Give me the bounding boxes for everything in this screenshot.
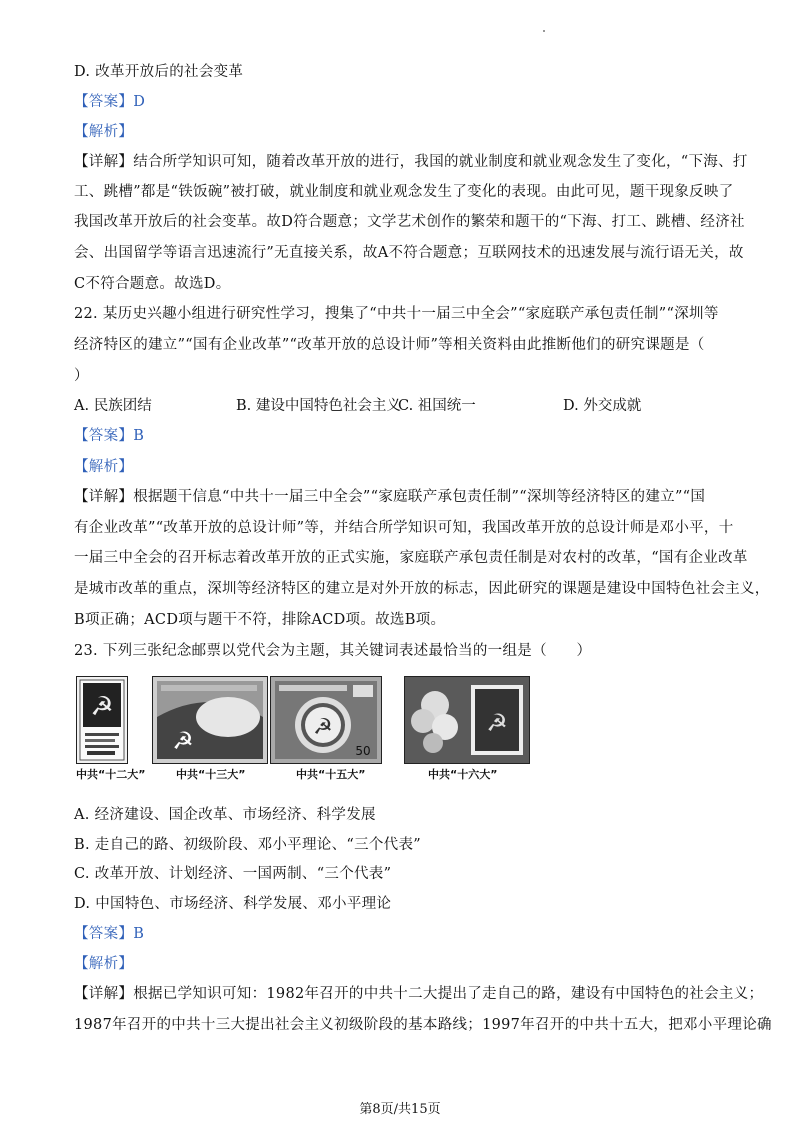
svg-text:☭: ☭: [172, 727, 194, 755]
stamp-13th-congress: [152, 676, 268, 764]
q22-option-c: C. 祖国统一: [398, 398, 476, 414]
stamp-16th-congress: [404, 676, 530, 764]
question-22-stem: 经济特区的建立”“国有企业改革”“改革开放的总设计师”等相关资料由此推断他们的研究课题是（: [74, 337, 705, 353]
page-footer: 第8页/共15页: [359, 1102, 441, 1117]
q22-option-b: B. 建设中国特色社会主义: [236, 398, 401, 414]
explanation-line: 【详解】根据题干信息“中共十一届三中全会”“家庭联产承包责任制”“深圳等经济特区的建立”“国: [74, 489, 706, 505]
stamp-caption: 中共“十三大”: [176, 768, 246, 781]
q23-option-d: D. 中国特色、市场经济、科学发展、邓小平理论: [74, 896, 392, 912]
explanation-line: 1987年召开的中共十三大提出社会主义初级阶段的基本路线；1997年召开的中共十五大，把邓小平理论确: [74, 1017, 772, 1033]
stamp-15th-congress: [270, 676, 382, 764]
analysis-label: 【解析】: [74, 459, 134, 475]
explanation-line: 有企业改革”“改革开放的总设计师”等，并结合所学知识可知，我国改革开放的总设计师是邓小平，十: [74, 520, 734, 536]
analysis-label: 【解析】: [74, 124, 134, 140]
analysis-label: 【解析】: [74, 956, 134, 972]
answer-label: 【答案】B: [74, 428, 145, 444]
explanation-line: 我国改革开放后的社会变革。故D符合题意；文学艺术创作的繁荣和题干的“下海、打工、跳槽、经济社: [74, 214, 745, 230]
svg-text:☭: ☭: [486, 709, 508, 737]
explanation-line: 会、出国留学等语言迅速流行”无直接关系，故A不符合题意；互联网技术的迅速发展与流行语无关，故: [74, 245, 744, 261]
explanation-line: 一届三中全会的召开标志着改革开放的正式实施，家庭联产承包责任制是对农村的改革，“国有企业改革: [74, 550, 748, 566]
question-22-stem: ）: [74, 368, 89, 384]
stamp-caption: 中共“十六大”: [428, 768, 498, 781]
explanation-line: 是城市改革的重点，深圳等经济特区的建立是对外开放的标志，因此研究的课题是建设中国特色社会主义，: [74, 581, 770, 597]
q22-option-d: D. 外交成就: [563, 398, 642, 414]
scan-dot: [543, 30, 545, 32]
svg-text:☭: ☭: [313, 715, 333, 740]
q23-option-a: A. 经济建设、国企改革、市场经济、科学发展: [74, 807, 376, 823]
explanation-line: 【详解】根据已学知识可知：1982年召开的中共十二大提出了走自己的路，建设有中国特色的社会主义；: [74, 986, 764, 1002]
svg-text:☭: ☭: [90, 692, 114, 722]
stamp-caption: 中共“十五大”: [296, 768, 366, 781]
question-23-stem: 23. 下列三张纪念邮票以党代会为主题，其关键词表述最恰当的一组是（ ）: [74, 643, 592, 659]
stamp-12th-congress: [76, 676, 128, 764]
explanation-line: 【详解】结合所学知识可知，随着改革开放的进行，我国的就业制度和就业观念发生了变化，“下海、打: [74, 154, 748, 170]
answer-label: 【答案】D: [74, 94, 146, 110]
answer-label: 【答案】B: [74, 926, 145, 942]
q23-option-b: B. 走自己的路、初级阶段、邓小平理论、“三个代表”: [74, 837, 421, 853]
explanation-line: C不符合题意。故选D。: [74, 276, 231, 292]
explanation-line: B项正确；ACD项与题干不符，排除ACD项。故选B项。: [74, 612, 446, 628]
q23-option-c: C. 改革开放、计划经济、一国两制、“三个代表”: [74, 866, 392, 882]
explanation-line: 工、跳槽”都是“铁饭碗”被打破，就业制度和就业观念发生了变化的表现。由此可见，题干现象反映了: [74, 184, 734, 200]
stamp-value: 50: [355, 744, 371, 758]
stamp-caption: 中共“十二大”: [76, 768, 146, 781]
q22-option-a: A. 民族团结: [74, 398, 152, 414]
option-d-line: D. 改革开放后的社会变革: [74, 64, 244, 80]
question-22-stem: 22. 某历史兴趣小组进行研究性学习，搜集了“中共十一届三中全会”“家庭联产承包责任制”“深圳等: [74, 306, 719, 322]
